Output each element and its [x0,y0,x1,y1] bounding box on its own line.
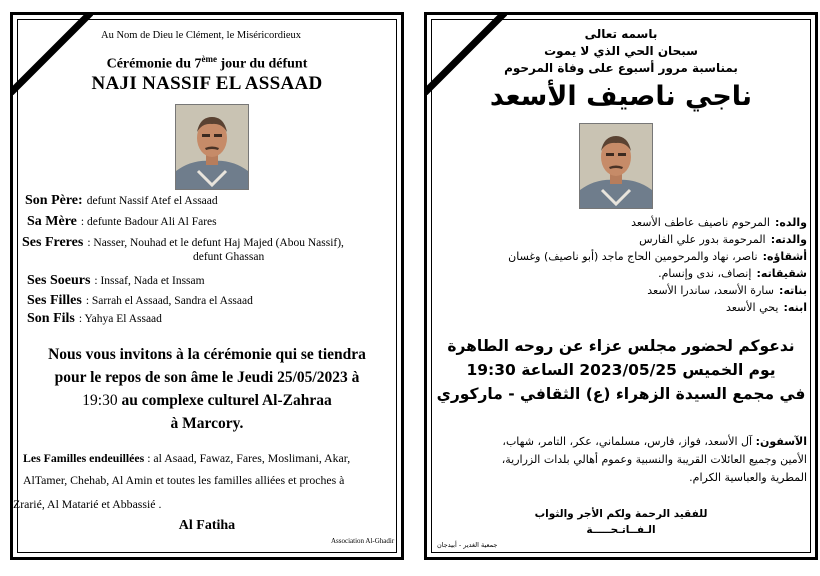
ceremony-prefix: Cérémonie du 7 [106,56,202,72]
invite-line-2: pour le repos de son âme le Jeudi 25/05/2023 à [54,369,360,386]
ar-families-label: الآسفون: [755,435,807,448]
sisters-value: : Inssaf, Nada et Inssam [94,275,205,287]
son-value: : Yahya El Assaad [78,313,162,325]
deceased-name-arabic: ناجي ناصيف الأسعد [489,81,753,112]
ceremony-title [13,54,401,73]
families-line-2: AlTamer, Chehab, Al Amin et toutes les familles alliées et proches à [23,473,345,487]
occasion-line: بمناسبة مرور أسبوع على وفاة المرحوم [504,61,738,75]
ar-sisters-value: إنصاف، ندى وإنسام. [658,267,752,280]
ar-son-label: ابنه: [783,301,807,314]
ar-association-signature: جمعية الغدير - أبيدجان [437,541,498,549]
family-row-sisters [27,271,205,289]
basmala-header: Au Nom de Dieu le Clément, le Miséricordieux [101,30,302,41]
ar-invite-line-1: ندعوكم لحضور مجلس عزاء عن روحه الطاهرة [447,337,795,355]
ar-sisters-label: شقيقاته: [756,267,807,280]
ceremony-sup: ème [201,54,217,64]
portrait-photo [579,123,653,209]
ceremony-suffix: jour du défunt [217,56,308,72]
families-line-3: Zrarié, Al Matarié et Abbassié . [13,497,162,511]
ar-fatiha: الـفــاتـحـــــة [586,524,656,536]
ar-father-label: والده: [775,216,807,229]
ar-invite-line-3: في مجمع السيدة الزهراء (ع) الثقافي - ماركوري [436,385,806,403]
ar-closing: للفقيد الرحمة ولكم الأجر والثواب [534,508,708,520]
families-line-1 [23,447,350,469]
ar-families-line-3: المطرية والعباسية الكرام. [689,471,807,484]
daughters-label: Ses Filles [27,293,82,308]
ar-mother-value: المرحومة بدور علي الفارس [639,233,766,246]
ar-mother-label: والدته: [770,233,807,246]
ar-brothers-value: ناصر، نهاد والمرحومين الحاج ماجد (أبو ناصيف) وغسان [508,250,758,263]
subhan-line: سبحان الحي الذي لا يموت [544,44,698,58]
fatiha: Al Fatiha [178,518,236,533]
mother-label: Sa Mère [27,214,77,229]
ar-daughters-label: بناته: [779,284,807,297]
invite-time: 19:30 [82,392,118,409]
ar-families-line-2: الأمين وجميع العائلات القريبة والنسبية وعموم أهالي بلدات الزرارية، [501,453,807,466]
ar-family-row-son [726,296,807,315]
father-label: Son Père: [25,193,83,208]
families-label: Les Familles endeuillées [23,451,145,465]
family-row-father [25,191,218,209]
brothers-value: : Nasser, Nouhad et le defunt Haj Majed (Abou Nassif), [87,237,344,249]
ar-invite-line-2: يوم الخميس 2023/05/25 الساعة 19:30 [466,361,776,379]
family-row-mother [27,212,217,230]
son-label: Son Fils [27,311,75,326]
basmala: باسمه تعالى [584,27,658,41]
portrait-photo [175,104,249,190]
brothers-value-line2: defunt Ghassan [193,251,265,263]
mother-value: : defunte Badour Ali Al Fares [80,216,217,228]
deceased-name: NAJI NASSIF EL ASSAAD [91,73,323,94]
daughters-value: : Sarrah el Assaad, Sandra el Assaad [85,295,253,307]
father-value: defunt Nassif Atef el Assaad [86,195,218,207]
arabic-obituary-card [424,12,818,560]
family-row-son [27,309,162,327]
french-obituary-card [10,12,404,560]
family-row-brothers [22,233,344,251]
ar-families-line-1 [502,433,807,451]
ar-brothers-label: أشقاؤه: [762,250,807,263]
families-names-1: : al Asaad, Fawaz, Fares, Moslimani, Akar, [144,451,351,465]
invite-line-4: à Marcory. [170,415,244,432]
ar-daughters-value: سارة الأسعد، ساندرا الأسعد [647,284,774,297]
ar-son-value: يحي الأسعد [725,301,779,314]
association-signature: Association Al-Ghadir [331,537,395,545]
ar-father-value: المرحوم ناصيف عاطف الأسعد [631,216,770,229]
invite-venue: au complexe culturel Al-Zahraa [117,392,332,409]
family-row-daughters [27,291,253,309]
sisters-label: Ses Soeurs [27,273,91,288]
invite-line-1: Nous vous invitons à la cérémonie qui se tiendra [48,346,366,363]
ar-families-names-1: آل الأسعد، فواز، فارس، مسلماني، عكر، التامر، شهاب، [502,435,756,448]
brothers-label: Ses Freres [22,235,84,250]
invite-line-3 [13,389,401,412]
